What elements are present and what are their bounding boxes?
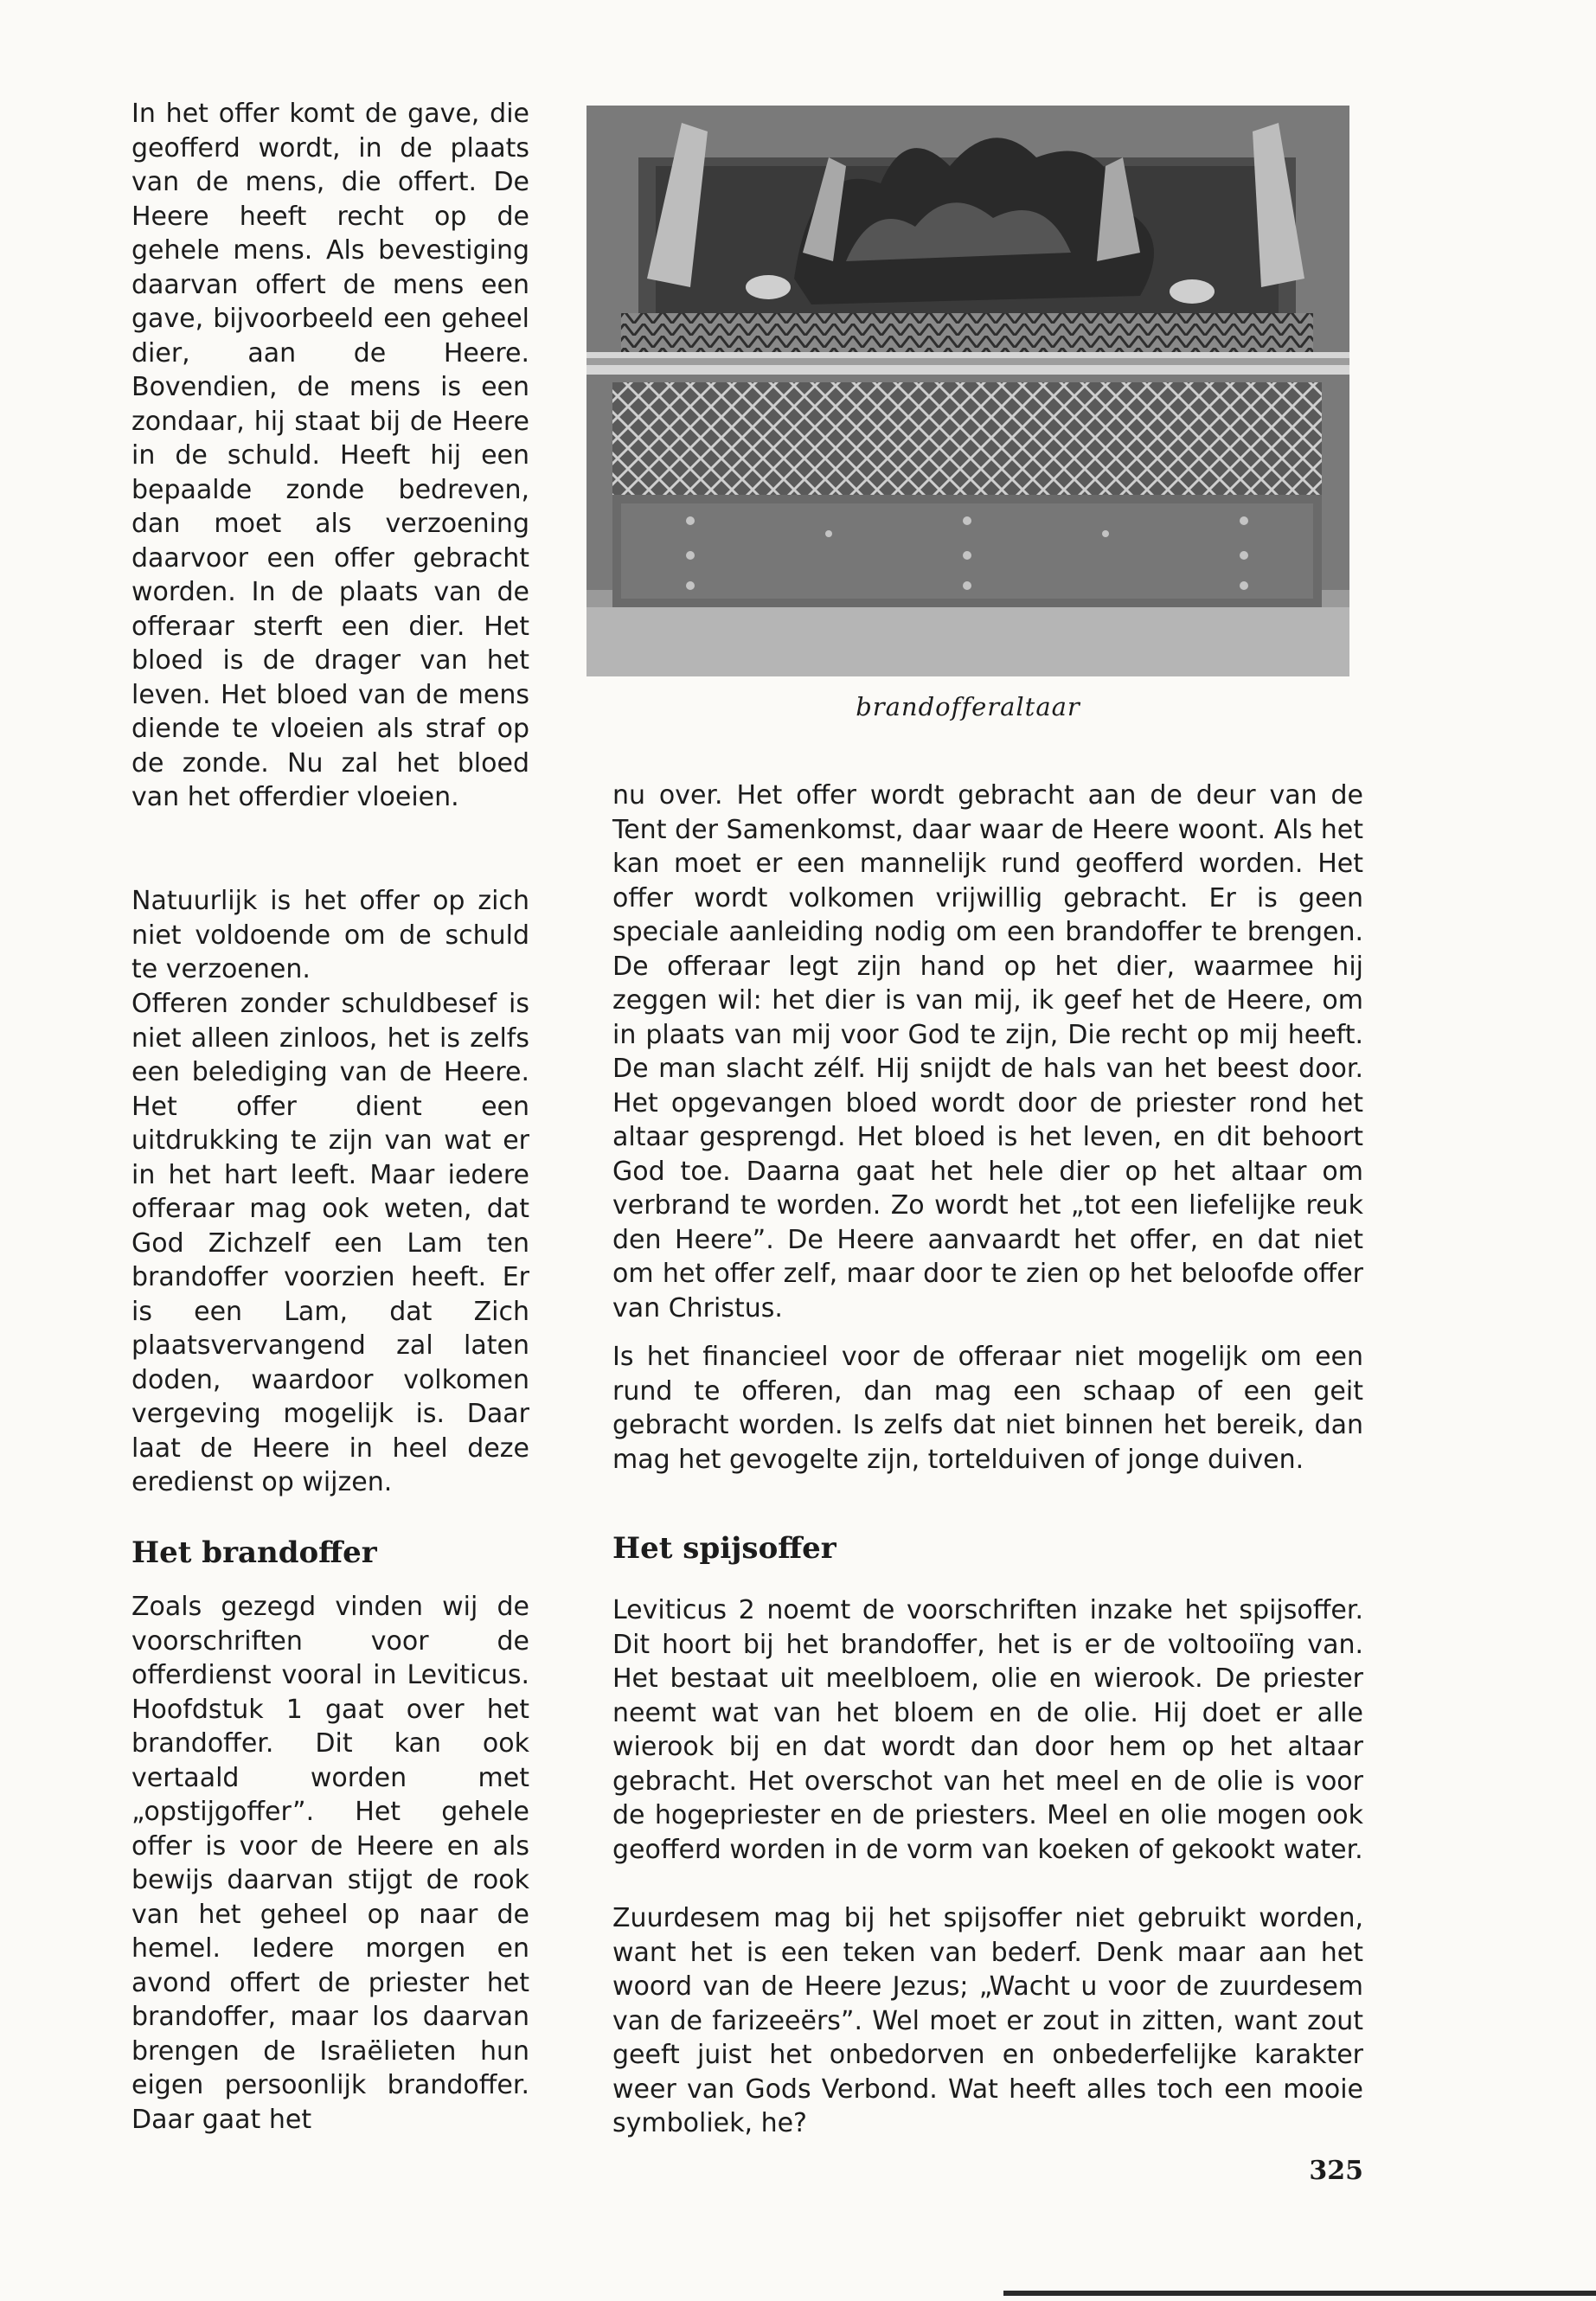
altar-illustration — [586, 106, 1349, 676]
left-paragraph-4: Zoals gezegd vinden wij de voorschriften voor de offerdienst vooral in Leviticus. Hoofdstuk 1 gaat over het brandoffer. Dit kan ook vertaald worden met „opstijgoffer”. Het gehele offer is voor de Heere en als bewijs daarvan stijgt de rook van het geheel op naar de hemel. Iedere morgen en avond offert de priester het brandoffer, maar los daarvan brengen de Israëlieten hun eigen persoonlijk brandoffer. Daar gaat het — [131, 1592, 529, 2135]
scan-edge-line — [1003, 2291, 1596, 2296]
left-paragraph-3: Offeren zonder schuldbesef is niet alleen zinloos, het is zelfs een belediging van de Heere. Het offer dient een uitdrukking te zijn van wat er in het hart leeft. Maar iedere offeraar mag ook weten, dat God Zichzelf een Lam ten brandoffer voorzien heeft. Er is een Lam, dat Zich plaatsvervangend zal laten doden, waardoor volkomen vergeving mogelijk is. Daar laat de Heere in heel deze eredienst op wijzen. — [131, 989, 529, 1497]
right-paragraph-2: Is het financieel voor de offeraar niet mogelijk om een rund te offeren, dan mag een schaap of een geit gebracht worden. Is zelfs dat niet binnen het bereik, dan mag het gevogelte zijn, tortelduiven of jonge duiven. — [612, 1342, 1363, 1475]
left-paragraph-2: Natuurlijk is het offer op zich niet voldoende om de schuld te verzoenen. — [131, 886, 529, 984]
page-number: 325 — [1309, 2156, 1363, 2186]
heading-brandoffer: Het brandoffer — [131, 1535, 377, 1570]
right-paragraph-4: Zuurdesem mag bij het spijsoffer niet gebruikt worden, want het is een teken van bederf. Denk maar aan het woord van de Heere Jezus; „Wacht u voor de zuurdesem van de farizeeërs”. Wel moet er zout in zitten, want zout geeft juist het onbedorven en onbederfelijke karakter weer van Gods Verbond. Wat heeft alles toch een mooie symboliek, he? — [612, 1903, 1363, 2138]
right-paragraph-1: nu over. Het offer wordt gebracht aan de deur van de Tent der Samenkomst, daar waar de Heere woont. Als het kan moet er een mannelijk rund geofferd worden. Het offer wordt volkomen vrijwillig gebracht. Er is geen speciale aanleiding nodig om een brandoffer te brengen. De offeraar legt zijn hand op het dier, waarmee hij zeggen wil: het dier is van mij, ik geef het de Heere, om in plaats van mij voor God te zijn, Die recht op mij heeft. De man slacht zélf. Hij snijdt de hals van het beest door. Het opgevangen bloed wordt door de priester rond het altaar gesprengd. Het bloed is het leven, en dit behoort God toe. Daarna gaat het hele dier op het altaar om verbrand te worden. Zo wordt het „tot een liefelijke reuk den Heere”. De Heere aanvaardt het offer, en dat niet om het offer zelf, maar door te zien op het beloofde offer van Christus. — [612, 780, 1363, 1324]
right-paragraph-3: Leviticus 2 noemt de voorschriften inzake het spijsoffer. Dit hoort bij het brandoffer, het is er de voltooiïng van. Het bestaat uit meelbloem, olie en wierook. De priester neemt wat van het bloem en de olie. Hij doet er alle wierook bij en dat wordt dan door hem op het altaar gebracht. Het overschot van het meel en de olie is voor de hogepriester en de priesters. Meel en olie mogen ook geofferd worden in de vorm van koeken of gekookt water. — [612, 1595, 1363, 1865]
altar-photo — [586, 106, 1349, 676]
heading-spijsoffer: Het spijsoffer — [612, 1531, 836, 1566]
figure-caption: brandofferaltaar — [856, 692, 1080, 721]
left-paragraph-1: In het offer komt de gave, die geofferd wordt, in de plaats van de mens, die offert. De Heere heeft recht op de gehele mens. Als bevestiging daarvan offert de mens een gave, bijvoorbeeld een geheel dier, aan de Heere. Bovendien, de mens is een zondaar, hij staat bij de Heere in de schuld. Heeft hij een bepaalde zonde bedreven, dan moet als verzoening daarvoor een offer gebracht worden. In de plaats van de offeraar sterft een dier. Het bloed is de drager van het leven. Het bloed van de mens diende te vloeien als straf op de zonde. Nu zal het bloed van het offerdier vloeien. — [131, 99, 529, 812]
